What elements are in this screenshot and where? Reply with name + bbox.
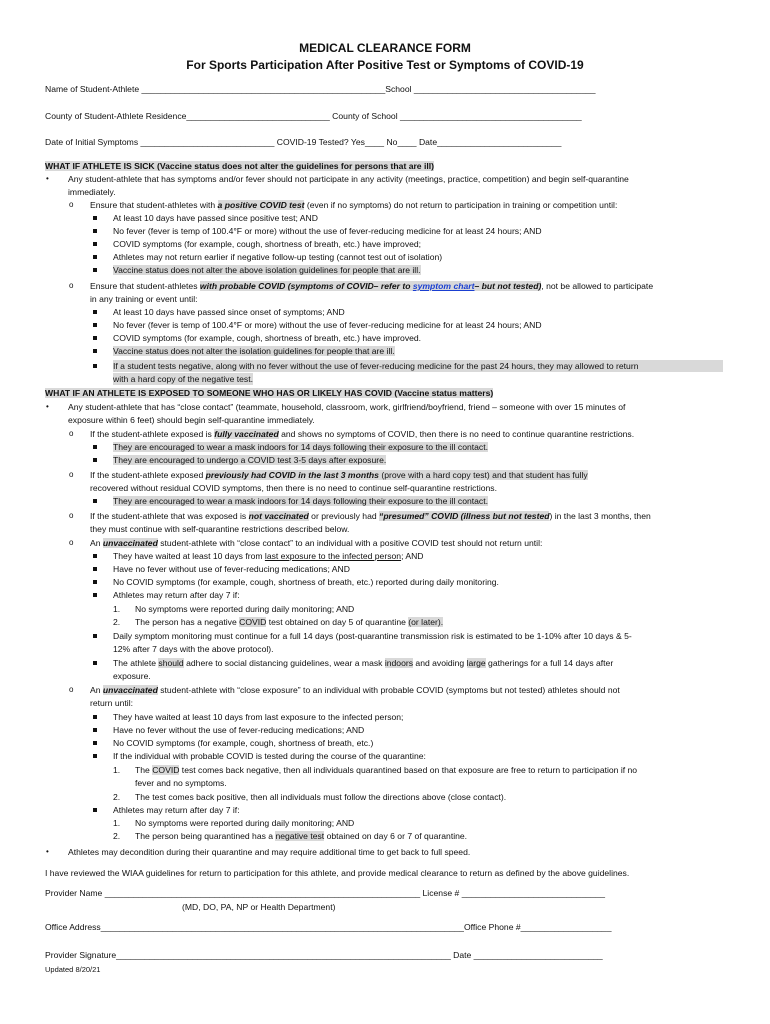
square-bullet-icon — [93, 580, 97, 584]
list-item: No COVID symptoms (for example, cough, shortness of breath, etc.) reported during daily monitoring. — [113, 577, 499, 587]
numbered-marker-1: 1. — [113, 818, 121, 828]
symptoms-date-tested-field[interactable]: Date of Initial Symptoms ____________________________ COVID-19 Tested? Yes____ No____ Date__________________________ — [45, 137, 562, 147]
provider-signature-date-field[interactable]: Provider Signature______________________________________________________________________ Date ___________________________ — [45, 950, 603, 960]
square-bullet-icon — [93, 364, 97, 368]
square-bullet-icon — [93, 728, 97, 732]
symptom-chart-link[interactable]: symptom chart — [412, 281, 475, 291]
numbered-marker-2: 2. — [113, 792, 121, 802]
provider-name-license-field[interactable]: Provider Name __________________________________________________________________ License # ______________________________ — [45, 888, 606, 898]
list-item: Athletes may not return earlier if negative follow-up testing (cannot test out of isolation) — [113, 252, 443, 262]
circle-bullet-icon: o — [69, 511, 74, 520]
square-bullet-icon — [93, 255, 97, 259]
exposed-bullet-2: Athletes may decondition during their quarantine and may require additional time to get back to full speed. — [68, 847, 471, 857]
list-item: No fever (fever is temp of 100.4°F or more) without the use of fever-reducing medicine for at least 24 hours; AND — [113, 320, 542, 330]
exposed-bullet-1: Any student-athlete that has “close contact” (teammate, household, classroom, work, girlfriend/boyfriend, friend – someone with over 15 minutes of — [68, 402, 626, 412]
unvaccinated-close-exposure-cont: return until: — [90, 698, 133, 708]
previous-covid-cont: recovered without residual COVID symptoms, then there is no need to continue self-quarantine restrictions. — [90, 483, 497, 493]
form-subtitle: For Sports Participation After Positive Test or Symptoms of COVID-19 — [186, 58, 584, 72]
form-title: MEDICAL CLEARANCE FORM — [299, 41, 471, 55]
list-item: Have no fever without the use of fever-reducing medications; AND — [113, 725, 365, 735]
square-bullet-icon — [93, 554, 97, 558]
list-item: They are encouraged to undergo a COVID test 3-5 days after exposure. — [113, 455, 387, 465]
square-bullet-icon — [93, 349, 97, 353]
square-bullet-icon — [93, 310, 97, 314]
numbered-marker-2: 2. — [113, 831, 121, 841]
circle-bullet-icon: o — [69, 470, 74, 479]
numbered-item: The COVID test comes back negative, then all individuals quarantined based on that exposure are free to return to participation if no — [135, 765, 638, 775]
list-item-cont: exposure. — [113, 671, 151, 681]
numbered-item: The person has a negative COVID test obtained on day 5 of quarantine (or later). — [135, 617, 444, 627]
square-bullet-icon — [93, 754, 97, 758]
numbered-item: No symptoms were reported during daily monitoring; AND — [135, 604, 355, 614]
circle-bullet-icon: o — [69, 685, 74, 694]
square-bullet-icon — [93, 593, 97, 597]
numbered-item-cont: fever and no symptoms. — [135, 778, 227, 788]
square-bullet-icon — [93, 229, 97, 233]
not-vaccinated-item: If the student-athlete that was exposed is not vaccinated or previously had “presumed” COVID (illness but not tested) in the last 3 months, then — [90, 511, 651, 521]
list-item: Have no fever without use of fever-reducing medications; AND — [113, 564, 350, 574]
numbered-marker-1: 1. — [113, 604, 121, 614]
updated-date: Updated 8/20/21 — [45, 965, 101, 974]
numbered-item: No symptoms were reported during daily monitoring; AND — [135, 818, 355, 828]
sick-bullet-1-cont: immediately. — [68, 187, 116, 197]
unvaccinated-close-contact-item: An unvaccinated student-athlete with “close contact” to an individual with a positive COVID test should not return until: — [90, 538, 543, 548]
square-bullet-icon — [93, 216, 97, 220]
list-item: Daily symptom monitoring must continue for a full 14 days (post-quarantine transmission risk is estimated to be 1-10% after 10 days & 5- — [113, 631, 632, 641]
list-item: COVID symptoms (for example, cough, shortness of breath, etc.) have improved. — [113, 333, 422, 343]
review-statement: I have reviewed the WIAA guidelines for return to participation for this athlete, and provide medical clearance to return as defined by the above guidelines. — [45, 868, 630, 878]
sick-bullet-1: Any student-athlete that has symptoms and/or fever should not participate in any activity (meetings, practice, competition) and begin self-quarantine — [68, 174, 629, 184]
list-item: Vaccine status does not alter the isolation guidelines for people that are ill. — [113, 346, 395, 356]
list-item: They have waited at least 10 days from last exposure to the infected person; AND — [113, 551, 424, 561]
square-bullet-icon — [93, 445, 97, 449]
square-bullet-icon — [93, 741, 97, 745]
square-bullet-icon — [93, 634, 97, 638]
list-item: The athlete should adhere to social distancing guidelines, wear a mask indoors and avoiding large gatherings for a full 14 days after — [113, 658, 614, 668]
list-item: They are encouraged to wear a mask indoors for 14 days following their exposure to the ill contact. — [113, 496, 488, 506]
square-bullet-icon — [93, 458, 97, 462]
list-item: No COVID symptoms (for example, cough, shortness of breath, etc.) — [113, 738, 374, 748]
circle-bullet-icon: o — [69, 281, 74, 290]
numbered-item: The test comes back positive, then all individuals must follow the directions above (close contact). — [135, 792, 507, 802]
list-item-cont: with a hard copy of the negative test. — [113, 374, 253, 384]
provider-type-note: (MD, DO, PA, NP or Health Department) — [182, 902, 336, 912]
square-bullet-icon — [93, 268, 97, 272]
previous-covid-item: If the student-athlete exposed previously had COVID in the last 3 months (prove with a hard copy test) and that student has fully — [90, 470, 588, 480]
square-bullet-icon — [93, 242, 97, 246]
office-address-phone-field[interactable]: Office Address____________________________________________________________________________Office Phone #___________________ — [45, 922, 612, 932]
bullet-icon: • — [46, 847, 49, 856]
list-item: If the individual with probable COVID is tested during the course of the quarantine: — [113, 751, 426, 761]
unvaccinated-close-exposure-item: An unvaccinated student-athlete with “close exposure” to an individual with probable COVID (symptoms but not tested) athletes should not — [90, 685, 620, 695]
list-item: If a student tests negative, along with no fever without the use of fever-reducing medicine for the past 24 hours, they may allowed to return — [113, 360, 723, 372]
numbered-item: The person being quarantined has a negative test obtained on day 6 or 7 of quarantine. — [135, 831, 468, 841]
circle-bullet-icon: o — [69, 200, 74, 209]
list-item: Vaccine status does not alter the above isolation guidelines for people that are ill. — [113, 265, 421, 275]
list-item: COVID symptoms (for example, cough, shortness of breath, etc.) have improved; — [113, 239, 422, 249]
student-name-school-field[interactable]: Name of Student-Athlete ___________________________________________________School ______________________________________ — [45, 84, 596, 94]
circle-bullet-icon: o — [69, 429, 74, 438]
square-bullet-icon — [93, 323, 97, 327]
square-bullet-icon — [93, 715, 97, 719]
square-bullet-icon — [93, 336, 97, 340]
numbered-marker-2: 2. — [113, 617, 121, 627]
bullet-icon: • — [46, 402, 49, 411]
numbered-marker-1: 1. — [113, 765, 121, 775]
list-item: They are encouraged to wear a mask indoors for 14 days following their exposure to the ill contact. — [113, 442, 488, 452]
not-vaccinated-cont: they must continue with self-quarantine restrictions described below. — [90, 524, 350, 534]
bullet-icon: • — [46, 174, 49, 183]
list-item: They have waited at least 10 days from last exposure to the infected person; — [113, 712, 404, 722]
square-bullet-icon — [93, 808, 97, 812]
list-item: At least 10 days have passed since positive test; AND — [113, 213, 318, 223]
list-item: Athletes may return after day 7 if: — [113, 805, 240, 815]
list-item: No fever (fever is temp of 100.4°F or more) without the use of fever-reducing medicine for at least 24 hours; AND — [113, 226, 542, 236]
county-field[interactable]: County of Student-Athlete Residence______________________________ County of School ______________________________________ — [45, 111, 582, 121]
square-bullet-icon — [93, 661, 97, 665]
circle-bullet-icon: o — [69, 538, 74, 547]
sick-probable-covid-item: Ensure that student-athletes with probable COVID (symptoms of COVID– refer to symptom chart– but not tested), not be allowed to participate — [90, 281, 654, 291]
square-bullet-icon — [93, 567, 97, 571]
exposed-bullet-1-cont: exposure within 6 feet) should begin self-quarantine immediately. — [68, 415, 315, 425]
exposed-section-heading: WHAT IF AN ATHLETE IS EXPOSED TO SOMEONE WHO HAS OR LIKELY HAS COVID (Vaccine status matters) — [45, 388, 494, 398]
square-bullet-icon — [93, 499, 97, 503]
sick-section-heading: WHAT IF ATHLETE IS SICK (Vaccine status does not alter the guidelines for persons that are ill) — [45, 161, 435, 171]
sick-probable-covid-cont: in any training or event until: — [90, 294, 198, 304]
sick-positive-test-item: Ensure that student-athletes with a positive COVID test (even if no symptoms) do not return to participation in training or competition until: — [90, 200, 618, 210]
list-item: Athletes may return after day 7 if: — [113, 590, 240, 600]
list-item-cont: 12% after 7 days with the above protocol). — [113, 644, 274, 654]
list-item: At least 10 days have passed since onset of symptoms; AND — [113, 307, 345, 317]
vaccinated-item: If the student-athlete exposed is fully vaccinated and shows no symptoms of COVID, then there is no need to continue quarantine restrictions. — [90, 429, 635, 439]
